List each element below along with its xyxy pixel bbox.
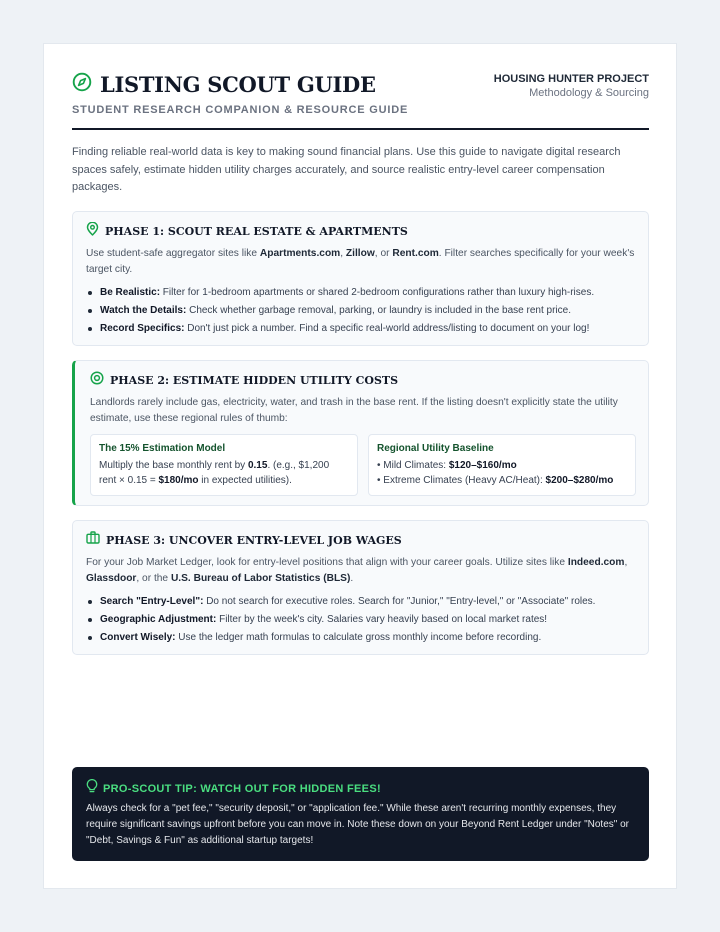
- phase3-title: PHASE 3: UNCOVER ENTRY-LEVEL JOB WAGES: [106, 533, 402, 547]
- regional-baseline-text: [377, 458, 627, 488]
- bls-link: U.S. Bureau of Labor Statistics (BLS): [170, 572, 351, 584]
- list-item: Geographic Adjustment: Filter by the week's city. Salaries vary heavily based on local market rates!: [86, 611, 636, 629]
- page-subtitle: STUDENT RESEARCH COMPANION & RESOURCE GUIDE: [72, 104, 409, 116]
- phase1-tips-list: [86, 284, 636, 338]
- extreme-climate-line: • Extreme Climates (Heavy AC/Heat): $200–$280/mo: [377, 475, 614, 486]
- page-header: [72, 72, 649, 130]
- project-subtitle: Methodology & Sourcing: [529, 87, 649, 99]
- lightbulb-icon: [86, 779, 98, 798]
- project-info: [494, 73, 649, 99]
- regional-baseline-title: Regional Utility Baseline: [377, 443, 494, 454]
- zillow-link: Zillow: [345, 248, 375, 259]
- pro-tip-header: [86, 779, 635, 798]
- target-icon: [90, 371, 104, 390]
- phase3-tips-list: [86, 593, 636, 647]
- page-title: LISTING SCOUT GUIDE: [100, 72, 376, 97]
- title-row: [72, 72, 376, 97]
- regional-baseline-box: [368, 434, 636, 496]
- phase3-card: [72, 520, 649, 655]
- map-pin-icon: [86, 222, 99, 241]
- apartments-link: Apartments.com: [259, 248, 341, 259]
- list-item: Convert Wisely: Use the ledger math formulas to calculate gross monthly income before recording.: [86, 629, 636, 647]
- estimation-model-title: The 15% Estimation Model: [99, 443, 226, 454]
- briefcase-icon: [86, 531, 100, 549]
- rent-link: Rent.com: [392, 248, 439, 259]
- guide-page: [43, 43, 677, 889]
- intro-paragraph: Finding reliable real-world data is key to making sound financial plans. Use this guide to navigate digital research spaces safely, estimate hidden utility charges accurately, and source realistic entry-level career compensation packages.: [72, 146, 621, 193]
- phase3-description: For your Job Market Ledger, look for entry-level positions that align with your career goals. Utilize sites like Indeed.com, Glassdoor, or the U.S. Bureau of Labor Statistics (BLS).: [86, 557, 628, 584]
- phase2-header: [90, 371, 636, 389]
- utility-models: [90, 434, 636, 496]
- glassdoor-link: Glassdoor: [86, 572, 137, 584]
- indeed-link: Indeed.com: [567, 557, 625, 568]
- estimation-model-box: [90, 434, 358, 496]
- phase1-description: Use student-safe aggregator sites like Apartments.com, Zillow, or Rent.com. Filter searches specifically for your week's target city.: [86, 248, 635, 275]
- list-item: Record Specifics: Don't just pick a number. Find a specific real-world address/listing to document on your log!: [86, 320, 636, 338]
- pro-tip-text: Always check for a "pet fee," "security deposit," or "application fee." While these aren't recurring monthly expenses, they require significant savings upfront before you can move in. Note these down on your Beyond Rent Ledger under "Notes" or "Debt, Savings & Fun" as additional startup targets!: [86, 803, 629, 846]
- phase1-title: PHASE 1: SCOUT REAL ESTATE & APARTMENTS: [105, 224, 408, 238]
- phase2-description: Landlords rarely include gas, electricity, water, and trash in the base rent. If the listing doesn't explicitly state the utility estimate, use these regional rules of thumb:: [90, 397, 618, 424]
- list-item: Watch the Details: Check whether garbage removal, parking, or laundry is included in the base rent price.: [86, 302, 636, 320]
- compass-icon: [72, 72, 92, 97]
- list-item: Search "Entry-Level": Do not search for executive roles. Search for "Junior," "Entry-level," or "Associate" roles.: [86, 593, 636, 611]
- pro-tip-title: PRO-SCOUT TIP: WATCH OUT FOR HIDDEN FEES!: [103, 782, 381, 795]
- phase1-header: [86, 222, 636, 240]
- phase2-title: PHASE 2: ESTIMATE HIDDEN UTILITY COSTS: [110, 373, 399, 387]
- phase1-card: [72, 211, 649, 346]
- project-name: HOUSING HUNTER PROJECT: [493, 73, 649, 85]
- mild-climate-line: • Mild Climates: $120–$160/mo: [377, 460, 517, 471]
- estimation-model-text: Multiply the base monthly rent by 0.15. (e.g., $1,200 rent × 0.15 = $180/mo in expected utilities).: [99, 460, 330, 486]
- list-item: Be Realistic: Filter for 1-bedroom apartments or shared 2-bedroom configurations rather than luxury high-rises.: [86, 284, 636, 302]
- phase3-header: [86, 531, 636, 549]
- pro-tip-box: [72, 767, 649, 861]
- phase2-card: [72, 360, 649, 506]
